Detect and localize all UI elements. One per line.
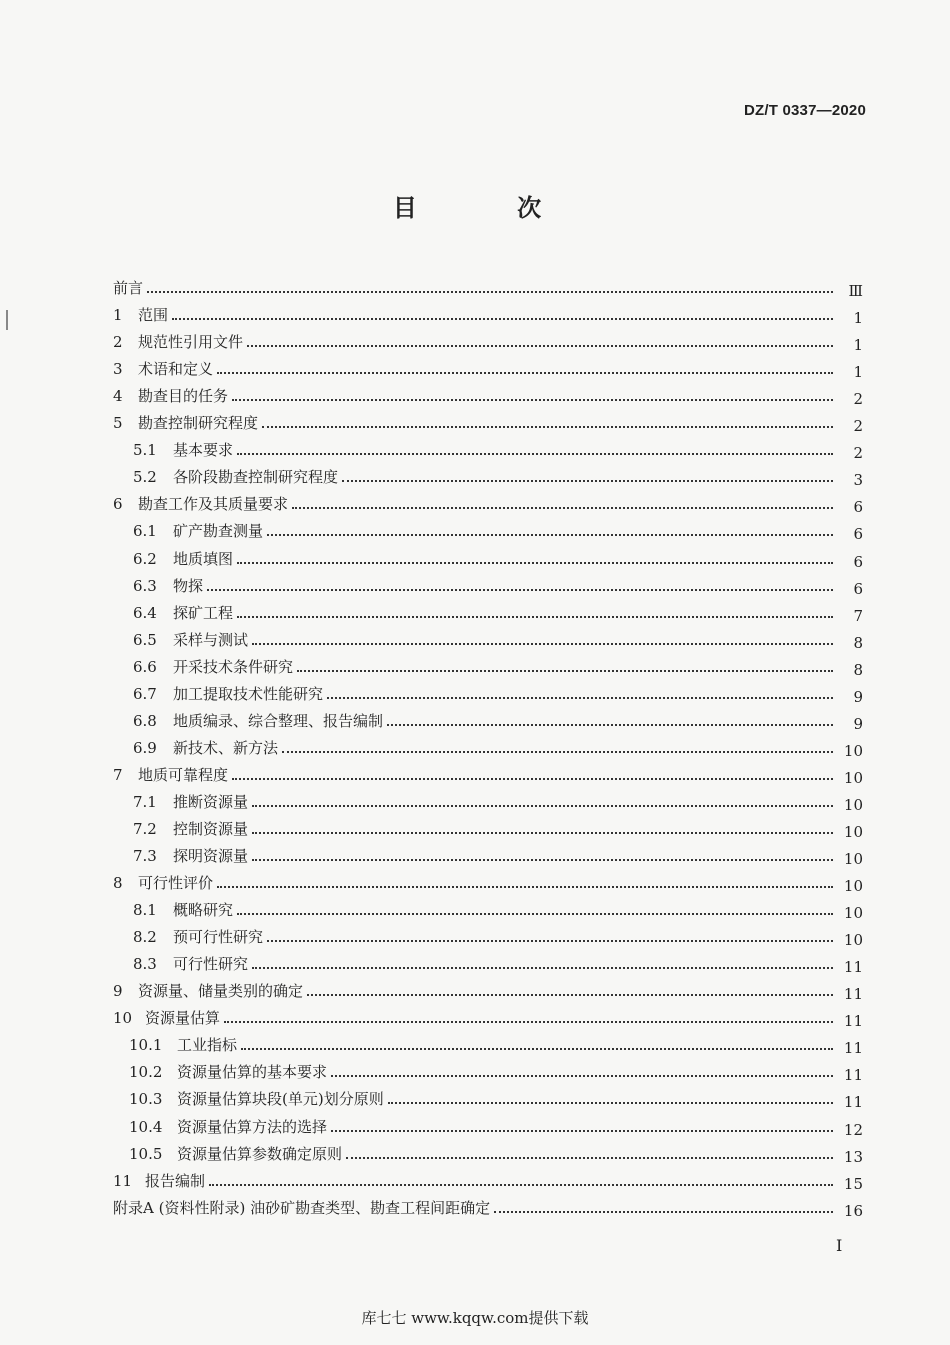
- toc-entry: [113, 973, 863, 1004]
- toc-entry-page: 2: [853, 444, 863, 463]
- toc-entry-label: 加工提取技术性能研究: [173, 684, 324, 703]
- toc-entry-page: 16: [843, 1201, 863, 1220]
- toc-entry-label: 可行性研究: [173, 955, 249, 974]
- toc-dot-leader: [331, 1075, 833, 1077]
- toc-entry-number: 6.6: [133, 657, 157, 676]
- toc-dot-leader: [232, 399, 833, 401]
- toc-entry: [113, 1081, 863, 1112]
- toc-dot-leader: [342, 480, 833, 482]
- toc-dot-leader: [252, 859, 833, 861]
- toc-entry-page: 12: [843, 1120, 863, 1139]
- toc-entry-label: 开采技术条件研究: [173, 657, 294, 676]
- toc-dot-leader: [262, 426, 833, 428]
- toc-entry-page: 10: [843, 822, 863, 841]
- toc-entry-label: 地质编录、综合整理、报告编制: [173, 711, 384, 730]
- toc-dot-leader: [232, 778, 833, 780]
- toc-entry-label: 基本要求: [173, 441, 234, 460]
- toc-entry: [113, 1136, 863, 1166]
- toc-entry-label: 矿产勘查测量: [173, 522, 264, 541]
- toc-entry-page: 13: [843, 1147, 863, 1166]
- toc-entry: [113, 1027, 863, 1058]
- toc-dot-leader: [387, 724, 833, 726]
- toc-dot-leader: [327, 697, 833, 699]
- page-number: I: [836, 1236, 843, 1255]
- toc-entry: [113, 676, 863, 706]
- toc-dot-leader: [346, 1157, 833, 1159]
- toc-entry-number: 8.3: [133, 955, 157, 974]
- toc-dot-leader: [267, 940, 833, 942]
- toc-entry-page: 10: [843, 795, 863, 814]
- toc-dot-leader: [224, 1021, 833, 1023]
- toc-entry: [113, 513, 863, 544]
- toc-entry-number: 5.2: [133, 468, 157, 487]
- toc-entry-page: 8: [853, 633, 863, 652]
- toc-entry: [113, 946, 863, 977]
- toc-dot-leader: [252, 805, 833, 807]
- toc-entry: [113, 1163, 863, 1193]
- toc-entry-number: 10.3: [129, 1090, 163, 1109]
- toc-entry-page: 10: [843, 904, 863, 923]
- toc-entry: [113, 595, 863, 625]
- toc-entry-number: 2: [113, 333, 123, 352]
- toc-entry: [113, 351, 863, 382]
- toc-dot-leader: [282, 751, 833, 753]
- toc-dot-leader: [252, 967, 833, 969]
- toc-entry-label: 地质填图: [173, 549, 234, 568]
- toc-entry-label: 概略研究: [173, 901, 234, 920]
- toc-entry-label: 各阶段勘查控制研究程度: [173, 468, 339, 487]
- toc-dot-leader: [207, 589, 833, 591]
- toc-entry-label: 勘查工作及其质量要求: [138, 495, 289, 514]
- toc-entry-number: 6: [113, 495, 123, 514]
- toc-entry-label: 物探: [173, 576, 204, 595]
- toc-entry-label: 探明资源量: [173, 847, 249, 866]
- toc-entry-number: 6.8: [133, 711, 157, 730]
- toc-dot-leader: [237, 616, 833, 618]
- toc-entry-label: 前言: [113, 279, 144, 298]
- toc-entry-page: 2: [853, 390, 863, 409]
- toc-entry: [113, 1190, 863, 1220]
- toc-entry-number: 5: [113, 414, 123, 433]
- toc-entry-number: 6.5: [133, 630, 157, 649]
- toc-entry: [113, 432, 863, 463]
- toc-dot-leader: [331, 1130, 833, 1132]
- toc-entry-page: 7: [853, 606, 863, 625]
- toc-entry-label: 资源量估算参数确定原则: [177, 1144, 343, 1163]
- toc-entry: [113, 919, 863, 950]
- toc-entry: [113, 865, 863, 896]
- toc-entry-number: 6.3: [133, 576, 157, 595]
- toc-entry-label: 地质可靠程度: [138, 765, 229, 784]
- toc-entry: [113, 297, 863, 328]
- toc-dot-leader: [241, 1048, 833, 1050]
- toc-entry-label: 采样与测试: [173, 630, 249, 649]
- toc-entry: [113, 1000, 863, 1031]
- toc-entry: [113, 1054, 863, 1085]
- toc-entry-page: 10: [843, 741, 863, 760]
- toc-entry-number: 4: [113, 387, 123, 406]
- toc-entry: [113, 378, 863, 409]
- toc-dot-leader: [172, 318, 833, 320]
- toc-dot-leader: [292, 507, 833, 509]
- toc-entry-label: 推断资源量: [173, 792, 249, 811]
- toc-entry-page: 11: [843, 1066, 863, 1085]
- toc-entry-number: 10.5: [129, 1144, 163, 1163]
- toc-entry-number: 6.1: [133, 522, 157, 541]
- toc-entry-label: 资源量估算块段(单元)划分原则: [177, 1090, 384, 1109]
- toc-entry-page: 6: [853, 552, 863, 571]
- toc-entry-number: 10.4: [129, 1117, 163, 1136]
- toc-entry: [113, 892, 863, 923]
- toc-entry-label: 术语和定义: [138, 360, 214, 379]
- toc-entry-number: 7.3: [133, 847, 157, 866]
- toc-entry-page: 9: [853, 687, 863, 706]
- toc-entry-label: 预可行性研究: [173, 928, 264, 947]
- toc-dot-leader: [209, 1184, 833, 1186]
- toc-entry-page: 11: [843, 1093, 863, 1112]
- toc-entry: [113, 459, 863, 490]
- toc-dot-leader: [217, 886, 833, 888]
- toc-entry-label: 范围: [138, 306, 169, 325]
- toc-entry-page: 6: [853, 579, 863, 598]
- toc-entry-page: 9: [853, 714, 863, 733]
- toc-entry-page: 3: [853, 471, 863, 490]
- toc-entry-label: 资源量估算: [145, 1009, 221, 1028]
- toc-dot-leader: [307, 994, 833, 996]
- toc-entry: [113, 270, 863, 301]
- toc-dot-leader: [252, 643, 833, 645]
- toc-entry-number: 9: [113, 982, 123, 1001]
- toc-dot-leader: [217, 372, 833, 374]
- toc-dot-leader: [237, 562, 833, 564]
- toc-entry-page: 1: [853, 309, 863, 328]
- toc-entry-page: 6: [853, 525, 863, 544]
- toc-entry-page: 1: [853, 363, 863, 382]
- toc-entry: [113, 757, 863, 787]
- toc-entry-page: Ⅲ: [848, 282, 863, 301]
- toc-entry: [113, 1108, 863, 1139]
- toc-entry-number: 10.2: [129, 1063, 163, 1082]
- toc-dot-leader: [252, 832, 833, 834]
- scan-edge-mark: [6, 310, 8, 330]
- toc-entry-number: 5.1: [133, 441, 157, 460]
- toc-entry-number: 6.7: [133, 684, 157, 703]
- toc-dot-leader: [267, 534, 833, 536]
- toc-entry-label: 勘查目的任务: [138, 387, 229, 406]
- toc-entry-label: 探矿工程: [173, 603, 234, 622]
- toc-entry-label: 资源量、储量类别的确定: [138, 982, 304, 1001]
- toc-entry-label: 报告编制: [145, 1171, 206, 1190]
- toc-entry-page: 1: [853, 336, 863, 355]
- toc-entry-page: 11: [843, 985, 863, 1004]
- toc-entry: [113, 838, 863, 869]
- toc-entry: [113, 703, 863, 733]
- toc-entry-page: 10: [843, 877, 863, 896]
- toc-entry-label: 附录A (资料性附录) 油砂矿勘查类型、勘查工程间距确定: [113, 1198, 491, 1217]
- toc-entry-number: 10: [113, 1009, 133, 1028]
- toc-entry-number: 11: [113, 1171, 133, 1190]
- toc-entry-number: 1: [113, 306, 123, 325]
- table-of-contents: [113, 270, 863, 1220]
- toc-entry-page: 8: [853, 660, 863, 679]
- toc-entry-page: 10: [843, 850, 863, 869]
- toc-entry-label: 资源量估算的基本要求: [177, 1063, 328, 1082]
- toc-entry-page: 11: [843, 1012, 863, 1031]
- toc-entry: [113, 622, 863, 652]
- toc-entry: [113, 811, 863, 841]
- toc-entry-page: 6: [853, 498, 863, 517]
- toc-entry-number: 6.9: [133, 738, 157, 757]
- standard-code: DZ/T 0337—2020: [743, 102, 866, 119]
- toc-entry-number: 6.4: [133, 603, 157, 622]
- toc-entry-page: 11: [843, 958, 863, 977]
- toc-entry-number: 3: [113, 360, 123, 379]
- toc-entry-label: 可行性评价: [138, 874, 214, 893]
- toc-entry-label: 规范性引用文件: [138, 333, 244, 352]
- toc-entry-label: 新技术、新方法: [173, 738, 279, 757]
- toc-entry-number: 8: [113, 874, 123, 893]
- toc-entry: [113, 324, 863, 355]
- toc-entry: [113, 568, 863, 598]
- page-title: 目 次: [392, 193, 588, 222]
- toc-dot-leader: [237, 453, 833, 455]
- toc-entry-label: 控制资源量: [173, 819, 249, 838]
- toc-entry: [113, 649, 863, 679]
- toc-entry: [113, 405, 863, 436]
- toc-dot-leader: [388, 1102, 833, 1104]
- toc-entry-label: 工业指标: [177, 1036, 238, 1055]
- toc-dot-leader: [147, 291, 833, 293]
- toc-entry-page: 11: [843, 1039, 863, 1058]
- toc-entry-number: 7: [113, 765, 123, 784]
- download-footer: 库七七 www.kqqw.com提供下载: [361, 1309, 589, 1327]
- toc-dot-leader: [297, 670, 833, 672]
- toc-entry-page: 15: [843, 1174, 863, 1193]
- toc-entry-page: 2: [853, 417, 863, 436]
- toc-entry-label: 资源量估算方法的选择: [177, 1117, 328, 1136]
- toc-entry-number: 6.2: [133, 549, 157, 568]
- toc-entry: [113, 730, 863, 760]
- toc-entry-number: 8.2: [133, 928, 157, 947]
- toc-entry-number: 7.2: [133, 819, 157, 838]
- toc-entry-label: 勘查控制研究程度: [138, 414, 259, 433]
- toc-dot-leader: [237, 913, 833, 915]
- toc-entry-page: 10: [843, 768, 863, 787]
- toc-dot-leader: [494, 1211, 833, 1213]
- toc-entry-number: 8.1: [133, 901, 157, 920]
- toc-entry: [113, 486, 863, 517]
- toc-entry: [113, 784, 863, 814]
- toc-entry-number: 10.1: [129, 1036, 163, 1055]
- toc-entry-page: 10: [843, 931, 863, 950]
- toc-entry: [113, 540, 863, 571]
- toc-entry-number: 7.1: [133, 792, 157, 811]
- toc-dot-leader: [247, 345, 833, 347]
